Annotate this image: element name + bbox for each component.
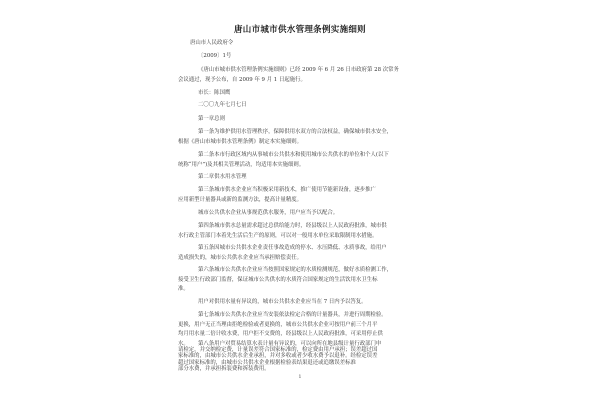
intro-line: 《唐山市城市供水管理条例实施细则》已经 2009 年 6 月 26 日市政府第 28 次常务 [198, 67, 399, 73]
article-line: 第六条城市公共供水企业应当按照国家规定的水质检测规范，做好水质检测工作， [198, 267, 393, 273]
article-line: 请检定，并交纳检定费，计量误差符合国家标准的，检定费由用户承担；误差超过国 [178, 347, 378, 354]
article-line: 统称“用户”)及其相关管理活动，均适用本实施细则。 [178, 161, 305, 168]
article-line: 根据《唐山市城市供水管理条例》制定本实施细则。 [178, 138, 302, 145]
article-paragraph [178, 244, 430, 263]
issue-date: 二〇〇九年七月七日 [198, 102, 247, 108]
article-line: 水。 [178, 340, 189, 347]
article-line: 第二条本市行政区域内从事城市公共供水和使用城市公共供水的单位和个人(以下 [198, 152, 389, 158]
article-line: 接受卫生行政部门监督，保证城市公共供水的水质符合国家规定的生活饮用水卫生标 [178, 276, 378, 283]
document-title: 唐山市城市供水管理条例实施细则 [233, 25, 366, 35]
article-line: 均月用水量二倍计收水费，用户拒不交费的，经县级以上人民政府批准，可采用停止供 [178, 331, 383, 338]
issuer: 唐山市人民政府令 [190, 40, 234, 46]
article-paragraph [178, 128, 430, 147]
article-line: 第五条因城市公共供水企业责任事故造成的停水、水压降低、水质事故，给用户 [198, 245, 387, 251]
article-line: 更换，用户无正当理由拒绝检验或者更换的，城市公共供水企业可按用户前三个月平 [178, 321, 378, 328]
intro-paragraph [178, 66, 450, 85]
article-line: 第八条用户对贸易结算水表计量有异议的，可以向所在地县级计量行政部门申 [198, 341, 382, 347]
article-line: 第七条城市公共供水企业应当安装依法检定合格的计量器具，并进行周期检验。 [198, 312, 387, 318]
article-paragraph [178, 186, 430, 205]
article-line: 超过国家标准的，由城市公共供水企业根据检验表结果退还或追缴误差标准 [178, 359, 356, 366]
article-paragraph [178, 222, 430, 241]
chapter-heading: 第二章供水用水管理 [198, 174, 247, 180]
article-paragraph [178, 341, 430, 372]
article-line: 家标准的，由城市公共供水企业承担，并对多收或者少收水费予以退补。经检定误差 [178, 353, 378, 360]
article-line: 水行政主管部门本着先生活后生产的原则，可以对一般用水单位采取限制用水措施。 [178, 232, 378, 239]
article-line: 第四条城市供水总量需求超过总供给能力时，经县级以上人民政府批准，城市供 [198, 223, 387, 229]
chapter-heading: 第一章总则 [198, 116, 225, 122]
article-line: 第一条为维护供用水管理秩序，保障供用水双方的合法权益，确保城市供水安全， [198, 129, 393, 135]
intro-line: 会议通过，现予公布，自 2009 年 9 月 1 日起施行。 [178, 76, 306, 83]
paragraph: 用户对供用水量有异议的，城市公共供水企业应当在 7 日内予以答复。 [198, 299, 367, 305]
paragraph: 城市公共供水企业从事规范供水服务，用户应当予以配合。 [198, 210, 339, 216]
article-line: 造成损失的，城市公共供水企业应当承担赔偿责任。 [178, 254, 302, 261]
mayor-signature: 市长：陈国鹰 [198, 90, 231, 96]
article-paragraph [178, 266, 430, 295]
article-line: 应用新型计量器具或新的监测方法，提高计量精度。 [178, 196, 302, 203]
page-number: 1 [298, 374, 302, 380]
article-line: 第三条城市供水企业应当积极采用新技术，推广使用节能新设备，逐步推广 [198, 187, 376, 193]
article-line: 部分水费，并承担拆装费和拆装费用。 [178, 365, 270, 372]
decree-number: 〔2009〕1号 [198, 53, 232, 59]
article-paragraph [178, 151, 430, 170]
article-line: 准。 [178, 286, 189, 293]
